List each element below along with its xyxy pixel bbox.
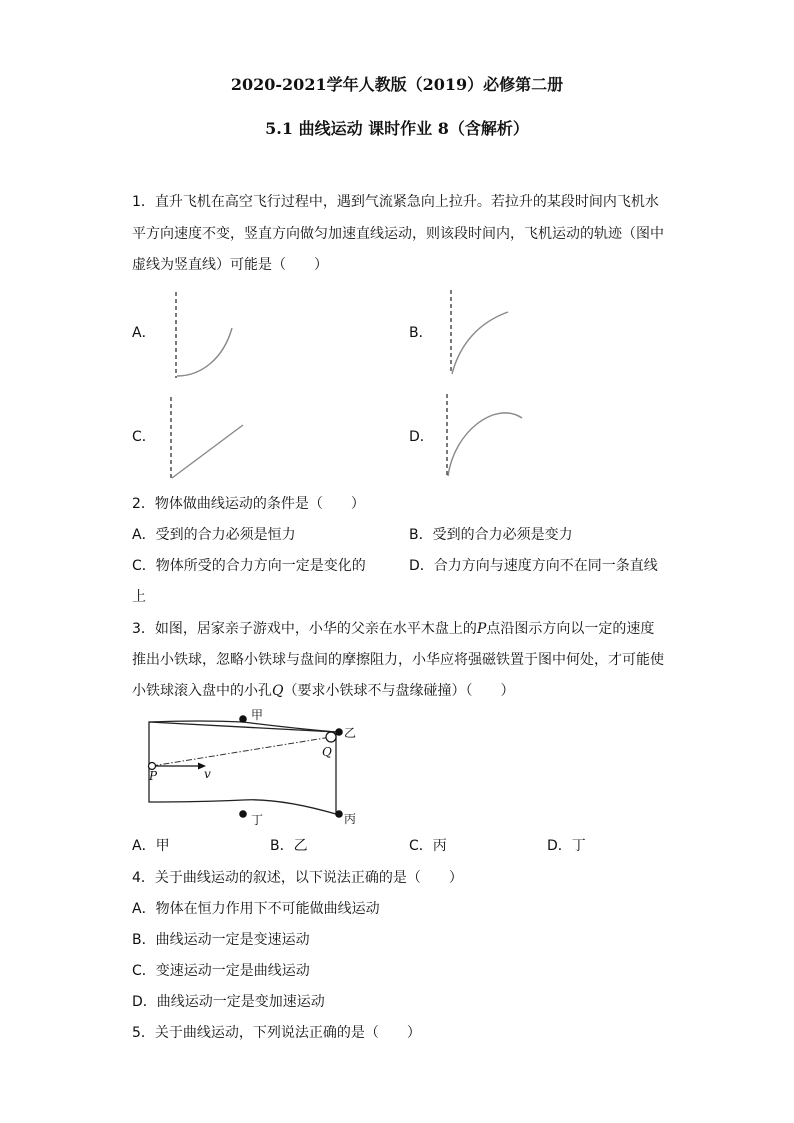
q2-option-c: C．物体所受的合力方向一定是变化的 [132, 558, 366, 574]
q4-option-a: A．物体在恒力作用下不可能做曲线运动 [132, 901, 380, 917]
q1-option-c-label: C． [132, 429, 156, 445]
magnet-ding-dot [239, 810, 247, 818]
label-q: Q [322, 745, 332, 759]
board-outline [149, 722, 336, 814]
q1-stem-line3: 虚线为竖直线）可能是（ ） [132, 257, 328, 273]
label-v: v [204, 767, 211, 781]
q3-stem-line2: 推出小铁球，忽略小铁球与盘间的摩擦阻力，小华应将强磁铁置于图中何处，才可能使 [132, 652, 664, 668]
q3-stem-line3 [132, 682, 514, 700]
q4-option-c: C．变速运动一定是曲线运动 [132, 963, 310, 979]
q1-option-b-figure [442, 288, 522, 383]
q4-option-b: B．曲线运动一定是变速运动 [132, 932, 310, 948]
q3-option-b: B．乙 [270, 838, 308, 854]
q2-option-d: D．合力方向与速度方向不在同一条直线 [409, 558, 658, 574]
q3-stem-line1 [132, 620, 654, 638]
q3-board-figure [140, 702, 370, 832]
q1-option-c-figure [162, 395, 252, 485]
doc-title-line1: 2020-2021学年人教版（2019）必修第二册 [230, 75, 564, 94]
trajectory-line [172, 425, 243, 478]
trajectory-curve [452, 312, 508, 374]
q1-option-a-label: A． [132, 325, 156, 341]
q1-option-b-label: B． [409, 325, 433, 341]
trajectory-curve [448, 413, 522, 476]
q4-option-d: D．曲线运动一定是变加速运动 [132, 994, 325, 1010]
label-yi: 乙 [344, 726, 357, 740]
label-bing: 丙 [344, 812, 357, 826]
q3-stem-line1-text: 3．如图，居家亲子游戏中，小华的父亲在水平木盘上的 [132, 621, 477, 637]
hole-q [326, 732, 336, 742]
q2-option-b: B．受到的合力必须是变力 [409, 527, 573, 543]
aim-dash-dot-line [152, 737, 331, 766]
q1-option-d-figure [440, 392, 530, 482]
q2-option-d-wrap: 上 [132, 589, 146, 605]
q3-option-c: C．丙 [409, 838, 447, 854]
label-p: P [149, 769, 158, 783]
q1-option-d-label: D． [409, 429, 434, 445]
q2-stem: 2．物体做曲线运动的条件是（ ） [132, 496, 365, 512]
trajectory-curve [177, 328, 232, 376]
q5-stem: 5．关于曲线运动，下列说法正确的是（ ） [132, 1025, 421, 1041]
doc-title-line2: 5.1 曲线运动 课时作业 8（含解析） [265, 119, 529, 138]
label-jia: 甲 [251, 708, 264, 722]
q2-option-a: A．受到的合力必须是恒力 [132, 527, 296, 543]
magnet-yi-dot [335, 728, 343, 736]
q4-stem: 4．关于曲线运动的叙述，以下说法正确的是（ ） [132, 870, 463, 886]
q1-option-a-figure [165, 290, 245, 385]
q3-option-a: A．甲 [132, 838, 170, 854]
magnet-jia-dot [239, 715, 247, 723]
q3-point-q-inline: Q [272, 683, 284, 699]
q3-point-p-inline: P [476, 621, 487, 637]
q1-stem-line1: 1．直升飞机在高空飞行过程中，遇到气流紧急向上拉升。若拉升的某段时间内飞机水 [132, 194, 659, 210]
q3-stem-line3-rest: （要求小铁球不与盘缘碰撞）（ ） [283, 683, 515, 699]
magnet-bing-dot [335, 810, 343, 818]
label-ding: 丁 [251, 813, 264, 827]
q3-option-d: D．丁 [547, 838, 586, 854]
q1-stem-line2: 平方向速度不变，竖直方向做匀加速直线运动，则该段时间内，飞机运动的轨迹（图中 [132, 226, 664, 242]
q3-stem-line1-rest: 点沿图示方向以一定的速度 [486, 621, 655, 637]
q3-stem-line3-text: 小铁球滚入盘中的小孔 [132, 683, 272, 699]
